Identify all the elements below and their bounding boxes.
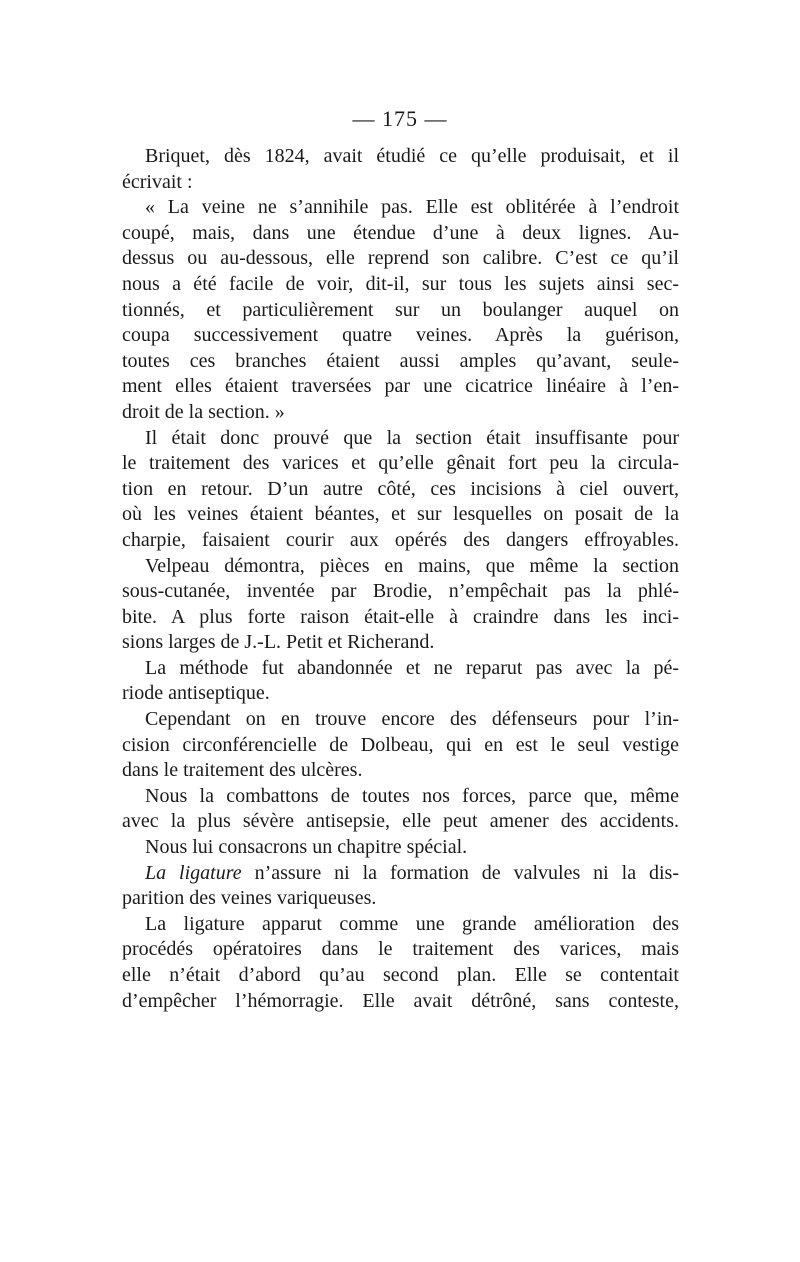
text-line: La ligature apparut comme une grande amélioration des xyxy=(145,912,679,935)
text-line: riode antiseptique. xyxy=(122,682,270,705)
text-line: La méthode fut abandonnée et ne reparut pas avec la pé- xyxy=(145,656,679,679)
text-line: bite. A plus forte raison était-elle à craindre dans les inci- xyxy=(122,605,679,628)
paragraph xyxy=(122,835,679,861)
text-line: tionnés, et particulièrement sur un boulanger auquel on xyxy=(122,298,679,321)
paragraph xyxy=(122,144,679,195)
text-line: dessus ou au-dessous, elle reprend son calibre. C’est ce qu’il xyxy=(122,247,679,270)
text-line: Briquet, dès 1824, avait étudié ce qu’elle produisait, et il xyxy=(145,145,679,167)
italic-heading: La ligature xyxy=(145,861,242,884)
paragraph xyxy=(122,912,679,1014)
text-line: sions larges de J.-L. Petit et Richerand. xyxy=(122,631,435,654)
paragraph xyxy=(122,784,679,835)
paragraph xyxy=(122,707,679,784)
text-line: nous a été facile de voir, dit-il, sur tous les sujets ainsi sec- xyxy=(122,272,679,295)
text-line: où les veines étaient béantes, et sur lesquelles on posait de la xyxy=(122,503,679,526)
text-line: tion en retour. D’un autre côté, ces incisions à ciel ouvert, xyxy=(122,477,679,500)
text-line: dans le traitement des ulcères. xyxy=(122,759,363,782)
body-text xyxy=(122,144,679,1014)
text-line: elle n’était d’abord qu’au second plan. Elle se contentait xyxy=(122,964,679,986)
text-line xyxy=(122,861,679,887)
paragraph xyxy=(122,195,679,425)
text-line: parition des veines variqueuses. xyxy=(122,887,377,910)
text-line: cision circonférencielle de Dolbeau, qui en est le seul vestige xyxy=(122,733,679,756)
text-line: charpie, faisaient courir aux opérés des dangers effroyables. xyxy=(122,528,679,551)
text-line: Velpeau démontra, pièces en mains, que même la section xyxy=(145,554,679,577)
paragraph xyxy=(122,656,679,707)
text-line: avec la plus sévère antisepsie, elle peut amener des accidents. xyxy=(122,810,679,833)
page-number: — 175 — xyxy=(352,106,448,131)
text-line: ment elles étaient traversées par une cicatrice linéaire à l’en- xyxy=(122,375,679,398)
paragraph xyxy=(122,554,679,656)
text-line: droit de la section. » xyxy=(122,400,285,423)
text-line: Il était donc prouvé que la section était insuffisante pour xyxy=(145,426,679,449)
text-line: procédés opératoires dans le traitement des varices, mais xyxy=(122,938,679,961)
paragraph xyxy=(122,861,679,912)
text-line: coupa successivement quatre veines. Après la guérison, xyxy=(122,324,679,347)
text-line: sous-cutanée, inventée par Brodie, n’empêchait pas la phlé- xyxy=(122,580,679,603)
text-line: Cependant on en trouve encore des défenseurs pour l’in- xyxy=(145,708,679,731)
text-line: écrivait : xyxy=(122,170,193,193)
paragraph xyxy=(122,426,679,554)
text-run: n’assure ni la formation de valvules ni la dis- xyxy=(241,861,679,884)
text-line: d’empêcher l’hémorragie. Elle avait détrôné, sans conteste, xyxy=(122,989,679,1012)
text-line: Nous lui consacrons un chapitre spécial. xyxy=(145,836,468,859)
text-line: Nous la combattons de toutes nos forces, parce que, même xyxy=(145,784,679,807)
text-line: coupé, mais, dans une étendue d’une à deux lignes. Au- xyxy=(122,221,679,244)
text-line: « La veine ne s’annihile pas. Elle est oblitérée à l’endroit xyxy=(145,196,679,219)
text-line: le traitement des varices et qu’elle gênait fort peu la circula- xyxy=(122,452,679,475)
text-line: toutes ces branches étaient aussi amples qu’avant, seule- xyxy=(122,349,679,372)
